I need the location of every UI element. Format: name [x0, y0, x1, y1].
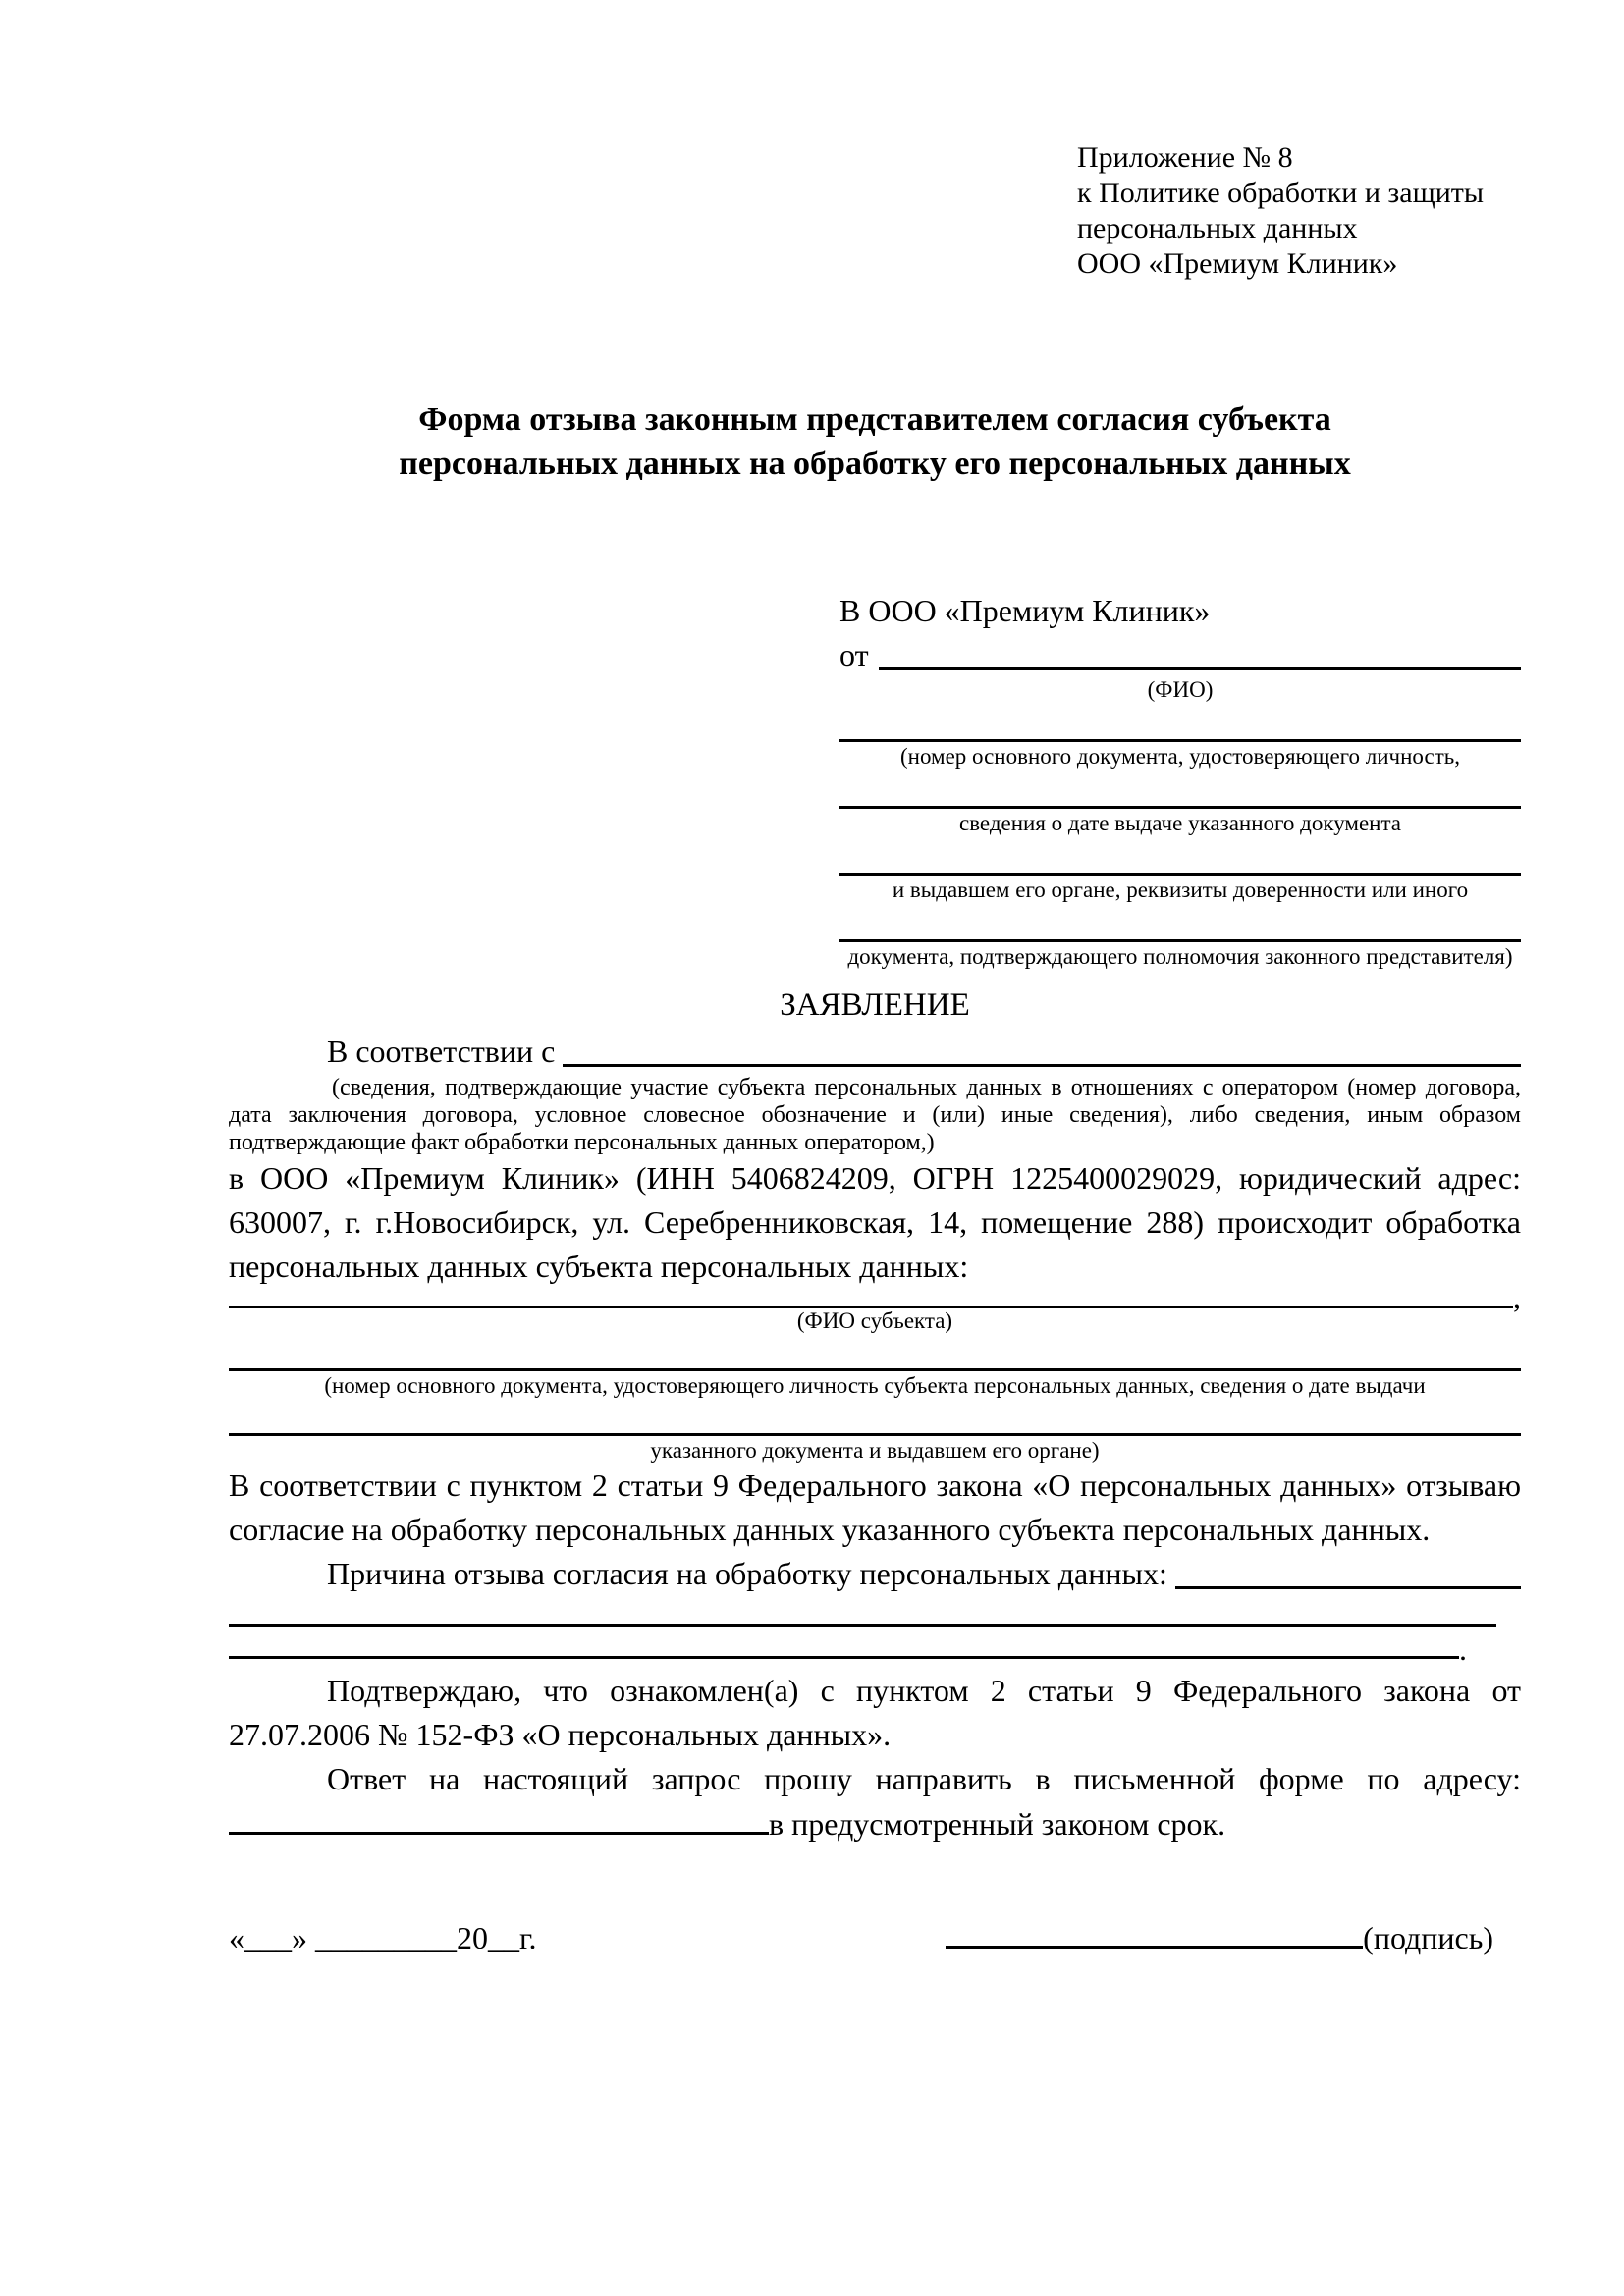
reply-paragraph: Ответ на настоящий запрос прошу направить в письменной форме по адресу:: [327, 1761, 1521, 1796]
blank-line: [839, 703, 1521, 742]
form-title: Форма отзыва законным представителем согласия субъекта персональных данных на обработку его персональных данных: [399, 401, 1351, 482]
appendix-line: персональных данных: [1077, 212, 1358, 244]
date-signature-row: [229, 1915, 1521, 1960]
from-blank-line: [879, 633, 1521, 670]
addressee-block: [839, 589, 1521, 970]
in-accordance-label: В соответствии с: [327, 1034, 556, 1069]
appendix-block: [1077, 140, 1521, 282]
date-line: «___» _________20__г.: [229, 1920, 537, 1955]
operator-paragraph: в ООО «Премиум Клиник» (ИНН 5406824209, ОГРН 1225400029029, юридический адрес: 630007, г. г.Новосибирск, ул. Серебренниковская, 14, помещение 288) происходит обработка персональных данных субъекта персональных данных:: [229, 1160, 1521, 1284]
withdraw-paragraph: В соответствии с пунктом 2 статьи 9 Федерального закона «О персональных данных» отзываю согласие на обработку персональных данных указанного субъекта персональных данных.: [229, 1468, 1521, 1547]
statement-heading: ЗАЯВЛЕНИЕ: [780, 988, 970, 1023]
blank-line: [229, 1399, 1521, 1436]
blank-line: [229, 1656, 1459, 1659]
field-caption: сведения о дате выдаче указанного документа: [958, 811, 1402, 835]
reason-blank-line: [1175, 1552, 1521, 1589]
addressee-to: В ООО «Премиум Клиник»: [839, 593, 1211, 628]
addressee-field: [839, 836, 1521, 903]
blank-line: [839, 903, 1521, 942]
subject-fio-caption: (ФИО субъекта): [796, 1308, 953, 1333]
in-accordance-row: [229, 1030, 1521, 1074]
confirm-paragraph: Подтверждаю, что ознакомлен(а) с пунктом 2 статьи 9 Федерального закона от 27.07.2006 № 152-ФЗ «О персональных данных».: [229, 1673, 1521, 1752]
field-caption: (номер основного документа, удостоверяющего личность,: [899, 744, 1460, 769]
addressee-field: [839, 703, 1521, 770]
reason-row: [229, 1552, 1521, 1596]
subject-doc-caption: указанного документа и выдавшем его органе): [650, 1438, 1100, 1463]
signature-blank-line: [946, 1915, 1363, 1949]
blank-line-row: [229, 1627, 1521, 1667]
subject-doc-caption: (номер основного документа, удостоверяющего личность субъекта персональных данных, сведения о дате выдачи: [324, 1373, 1426, 1398]
in-accordance-blank-line: [563, 1030, 1521, 1067]
appendix-line: Приложение № 8: [1077, 141, 1293, 174]
from-label: от: [839, 637, 869, 672]
from-row: [839, 633, 1521, 677]
reply-tail-row: [229, 1801, 1521, 1846]
addressee-field: [839, 770, 1521, 836]
period-text: .: [1459, 1631, 1467, 1667]
subject-fio-row: [229, 1279, 1521, 1314]
blank-line: [229, 1334, 1521, 1371]
address-blank-line: [229, 1801, 769, 1835]
accordance-note: (сведения, подтверждающие участие субъекта персональных данных в отношениях с оператором (номер договора, дата заключения договора, условное словесное обозначение и (или) иные сведения), либо сведения, иным образом подтверждающие факт обработки персональных данных оператором,): [229, 1075, 1521, 1155]
field-caption: и выдавшем его органе, реквизиты доверенности или иного: [892, 878, 1469, 902]
addressee-field: [839, 903, 1521, 970]
blank-line: [839, 770, 1521, 809]
comma-text: ,: [1513, 1279, 1521, 1314]
blank-line: [839, 836, 1521, 876]
signature-area: [946, 1915, 1493, 1960]
reason-label: Причина отзыва согласия на обработку персональных данных:: [327, 1556, 1167, 1591]
appendix-line: к Политике обработки и защиты: [1077, 177, 1485, 209]
signature-caption: (подпись): [1363, 1920, 1493, 1955]
fio-caption: (ФИО): [1147, 677, 1214, 702]
reply-tail-text: в предусмотренный законом срок.: [769, 1806, 1226, 1842]
appendix-line: ООО «Премиум Клиник»: [1077, 247, 1398, 280]
field-caption: документа, подтверждающего полномочия законного представителя): [847, 944, 1513, 969]
